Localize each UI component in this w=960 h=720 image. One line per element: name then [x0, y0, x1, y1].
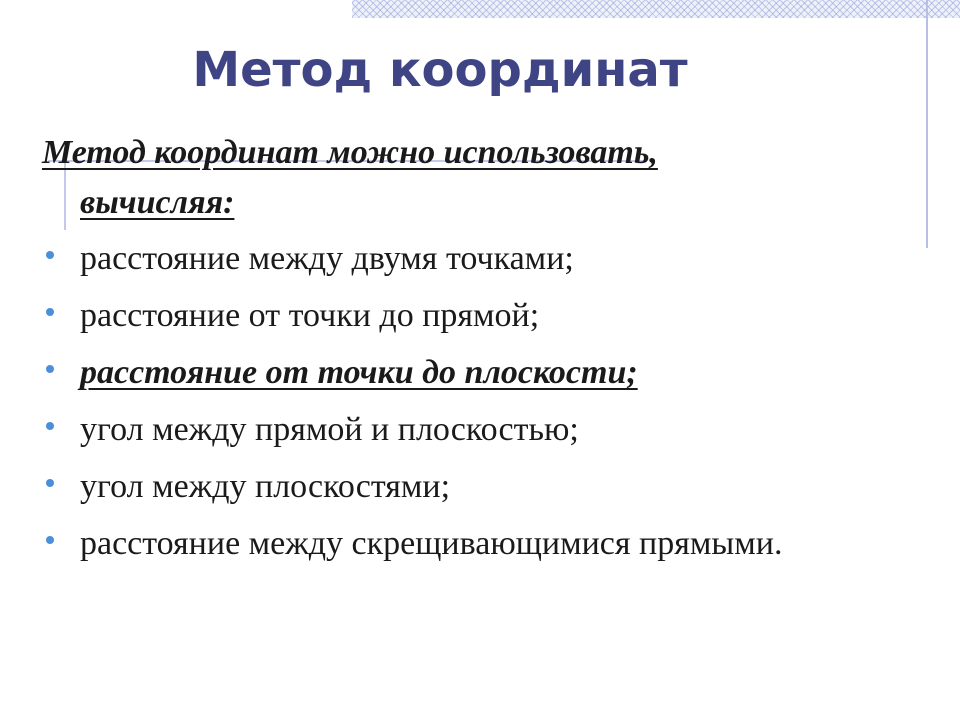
list-item-text: расстояние между скрещивающимися прямыми. [80, 525, 783, 562]
list-item-text: угол между прямой и плоскостью; [80, 411, 579, 448]
bullet-list [44, 236, 904, 578]
list-item [44, 293, 904, 339]
intro-text [42, 128, 802, 228]
list-item [44, 350, 904, 396]
bullet-dot-icon [46, 479, 54, 487]
list-item [44, 407, 904, 453]
bullet-dot-icon [46, 422, 54, 430]
bullet-dot-icon [46, 251, 54, 259]
list-item [44, 236, 904, 282]
decorative-vertical-line-right [926, 0, 928, 248]
intro-line-2: вычисляя: [80, 184, 235, 221]
list-item-text-emphasized: расстояние от точки до плоскости; [80, 354, 638, 391]
list-item-text: расстояние от точки до прямой; [80, 297, 540, 334]
intro-line-1: Метод координат можно использовать, [42, 134, 658, 171]
bullet-dot-icon [46, 308, 54, 316]
list-item [44, 464, 904, 510]
bullet-dot-icon [46, 536, 54, 544]
bullet-dot-icon [46, 365, 54, 373]
list-item-text: угол между плоскостями; [80, 468, 451, 505]
slide-title: Метод координат [192, 42, 688, 98]
decorative-pattern-strip [352, 0, 960, 18]
list-item [44, 521, 904, 567]
list-item-text: расстояние между двумя точками; [80, 240, 574, 277]
